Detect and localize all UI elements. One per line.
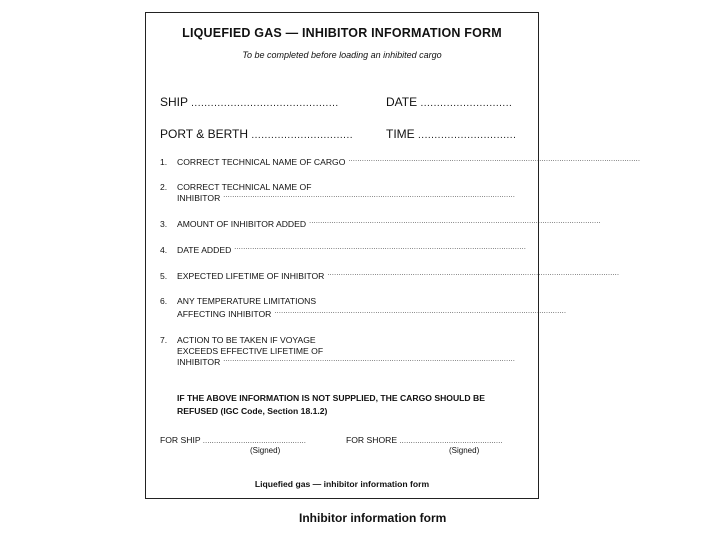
ship-leader: ............................................. (191, 98, 339, 109)
item-7-field[interactable] (177, 357, 523, 367)
item-label: AFFECTING INHIBITOR (177, 309, 272, 319)
shore-signed-label: (Signed) (449, 446, 480, 455)
port-berth-field[interactable] (160, 127, 353, 141)
for-ship-leader: .............................................. (202, 438, 307, 445)
item-5-field[interactable] (177, 270, 620, 281)
item-label: AMOUNT OF INHIBITOR ADDED (177, 219, 307, 229)
item-leader: .................................................................................................................................. (223, 192, 516, 199)
item-leader: .................................................................................................................................. (348, 156, 641, 163)
item-number: 5. (160, 271, 168, 281)
time-leader: .............................. (418, 130, 517, 141)
date-label: DATE (386, 95, 418, 109)
for-ship-label: FOR SHIP (160, 435, 201, 445)
for-shore-label: FOR SHORE (346, 435, 398, 445)
item-leader: .................................................................................................................................. (274, 308, 567, 315)
time-label: TIME (386, 127, 415, 141)
inhibitor-information-form (145, 12, 641, 499)
date-field[interactable] (386, 95, 512, 109)
item-label: ACTION TO BE TAKEN IF VOYAGE (177, 335, 316, 345)
ship-field[interactable] (160, 95, 339, 109)
item-4-field[interactable] (177, 244, 527, 255)
item-label: EXPECTED LIFETIME OF INHIBITOR (177, 271, 325, 281)
refusal-warning: IF THE ABOVE INFORMATION IS NOT SUPPLIED, THE CARGO SHOULD BE REFUSED (IGC Code, Section 18.1.2) (177, 393, 485, 416)
item-leader: .................................................................................................................................. (309, 218, 601, 225)
port-berth-leader: ............................... (251, 130, 354, 141)
item-label: ANY TEMPERATURE LIMITATIONS (177, 296, 317, 306)
item-label: CORRECT TECHNICAL NAME OF CARGO (177, 157, 346, 167)
item-number: 4. (160, 245, 168, 255)
item-label: INHIBITOR (177, 193, 221, 203)
for-shore-signature-field[interactable] (346, 435, 503, 445)
item-number: 7. (160, 335, 168, 345)
ship-label: SHIP (160, 95, 188, 109)
item-number: 2. (160, 182, 168, 192)
ship-signed-label: (Signed) (250, 446, 281, 455)
item-label: INHIBITOR (177, 357, 221, 367)
item-3-field[interactable] (177, 218, 601, 229)
item-number: 3. (160, 219, 168, 229)
item-leader: .................................................................................................................................. (327, 270, 620, 277)
item-label: EXCEEDS EFFECTIVE LIFETIME OF (177, 346, 324, 356)
item-label: DATE ADDED (177, 245, 232, 255)
item-leader: .................................................................................................................................. (234, 244, 527, 251)
for-shore-leader: .............................................. (399, 438, 503, 445)
figure-caption: Inhibitor information form (299, 511, 447, 525)
form-footer: Liquefied gas — inhibitor information form (254, 479, 430, 489)
form-subtitle: To be completed before loading an inhibited cargo (242, 50, 442, 60)
item-number: 6. (160, 296, 168, 306)
time-field[interactable] (386, 127, 516, 141)
item-label: CORRECT TECHNICAL NAME OF (177, 182, 312, 192)
item-1-field[interactable] (177, 156, 641, 167)
item-number: 1. (160, 157, 168, 167)
for-ship-signature-field[interactable] (160, 435, 306, 445)
port-berth-label: PORT & BERTH (160, 127, 249, 141)
item-leader: .................................................................................................................................. (223, 356, 516, 363)
form-title: LIQUEFIED GAS — INHIBITOR INFORMATION FORM (182, 26, 502, 40)
date-leader: ............................ (420, 98, 513, 109)
item-6-field[interactable] (177, 308, 567, 319)
item-2-field[interactable] (177, 193, 523, 203)
